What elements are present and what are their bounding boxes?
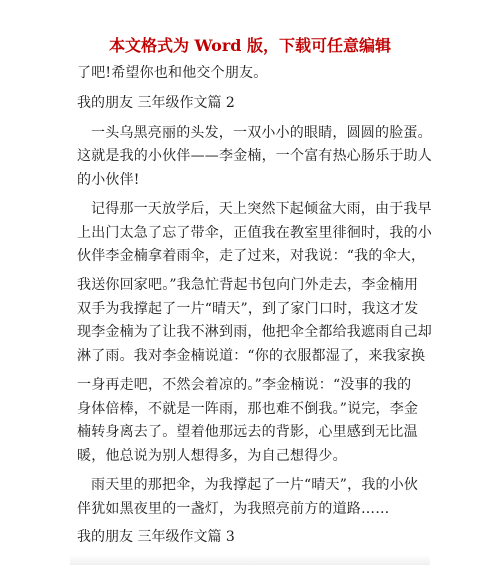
text-line: 上出门太急了忘了带伞，正值我在教室里徘徊时，我的小 [77,225,432,241]
text-line: 一身再走吧，不然会着凉的。”李金楠说：“没事的我的 [77,377,412,393]
text-line: 伙伴李金楠拿着雨伞，走了过来，对我说：“我的伞大， [77,248,426,264]
section-heading: 我的朋友 三年级作文篇 2 [77,95,235,111]
page-bottom-fade [70,555,430,565]
text-line: 记得那一天放学后，天上突然下起倾盆大雨，由于我早 [91,201,432,217]
text-line: 现李金楠为了让我不淋到雨，他把伞全都给我遮雨自己却 [77,324,432,340]
text-line: 伴犹如黑夜里的一盏灯，为我照亮前方的道路…… [77,501,390,517]
text-line: 淋了雨。我对李金楠说道：“你的衣服都湿了，来我家换 [77,348,426,364]
document-header: 本文格式为 Word 版，下载可任意编辑 [108,36,392,55]
text-line: 双手为我撑起了一片“晴天”，到了家门口时，我这才发 [77,301,419,317]
text-line: 雨天里的那把伞，为我撑起了一片“晴天”，我的小伙 [91,477,419,493]
text-line: 身体倍棒，不就是一阵雨，那也难不倒我。”说完，李金 [77,401,419,417]
text-line: 楠转身离去了。望着他那远去的背影，心里感到无比温 [77,424,418,440]
text-line: 了吧!希望你也和他交个朋友。 [77,65,268,81]
text-line: 这就是我的小伙伴——李金楠，一个富有热心肠乐于助人 [77,148,432,164]
text-line: 的小伙伴! [77,172,140,188]
text-line: 一头乌黑亮丽的头发，一双小小的眼睛，圆圆的脸蛋。 [91,125,432,141]
text-line: 我送你回家吧。”我急忙背起书包向门外走去，李金楠用 [77,277,419,293]
section-heading: 我的朋友 三年级作文篇 3 [77,529,235,545]
text-line: 暖，他总说为别人想得多，为自己想得少。 [77,448,347,464]
